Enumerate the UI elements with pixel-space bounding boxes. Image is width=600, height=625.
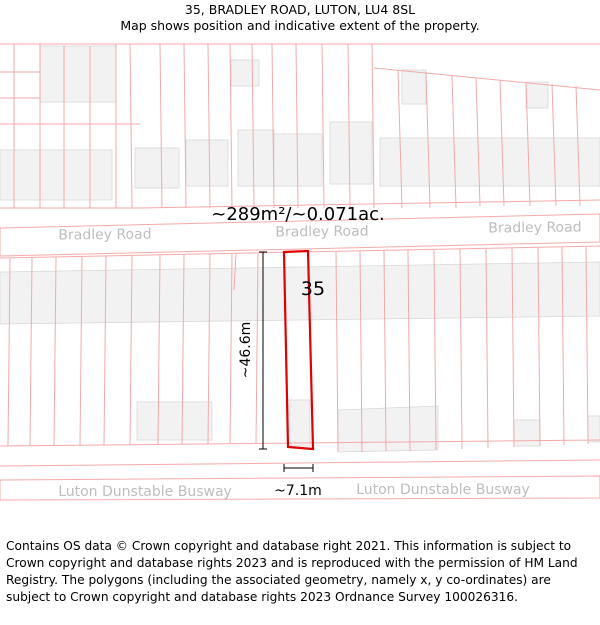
depth-label: ~46.6m <box>238 321 254 379</box>
building <box>338 406 438 452</box>
road-label-bradley-1: Bradley Road <box>58 226 152 244</box>
map-header <box>0 0 600 36</box>
plot-number-label: 35 <box>300 278 326 300</box>
building <box>0 150 112 200</box>
building <box>526 82 548 108</box>
building <box>238 130 274 186</box>
building <box>330 122 372 184</box>
area-label: ~289m²/~0.071ac. <box>211 204 385 225</box>
building <box>186 140 228 186</box>
road-label-busway-2: Luton Dunstable Busway <box>356 482 530 498</box>
map-subtitle: Map shows position and indicative extent of the property. <box>120 18 480 33</box>
width-label: ~7.1m <box>274 483 322 499</box>
building <box>514 420 540 446</box>
building <box>588 416 600 442</box>
road-label-bradley-2: Bradley Road <box>275 223 369 241</box>
building <box>231 60 259 86</box>
building <box>380 138 600 186</box>
building <box>402 70 426 104</box>
property-map[interactable] <box>0 36 600 536</box>
building <box>288 400 310 446</box>
building <box>137 402 212 440</box>
road-label-bradley-3: Bradley Road <box>488 219 582 237</box>
copyright-notice: Contains OS data © Crown copyright and database right 2021. This information is subject to Crown copyright and database rights 2023 and is reproduced with the permission of HM Land Registry. The polygons (including the associated geometry, namely x, y co-ordinates) are subject to Crown copyright and database rights 2023 Ordnance Survey 100026316. <box>6 539 578 604</box>
road-label-busway-1: Luton Dunstable Busway <box>58 484 232 500</box>
address-title: 35, BRADLEY ROAD, LUTON, LU4 8SL <box>184 2 416 17</box>
building <box>135 148 179 188</box>
building <box>40 46 116 102</box>
